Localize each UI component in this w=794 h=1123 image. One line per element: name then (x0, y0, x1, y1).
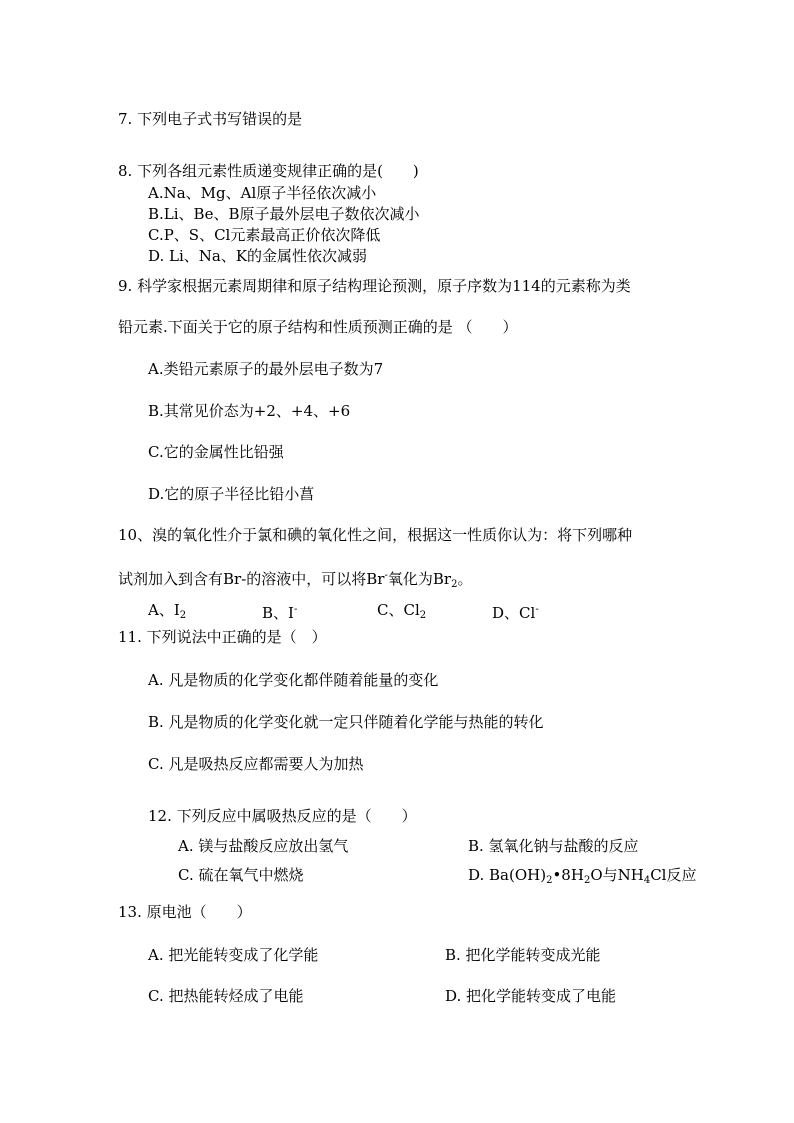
q8-option-c: C.P、S、Cl元素最高正价依次降低 (148, 226, 381, 244)
q8-option-a: A.Na、Mg、Al原子半径依次减小 (148, 184, 377, 202)
q8-option-d: D. Li、Na、K的金属性依次减弱 (148, 247, 368, 265)
q12-option-c: C. 硫在氧气中燃烧 (178, 866, 304, 884)
q10-stem-line1: 10、溴的氧化性介于氯和碘的氧化性之间，根据这一性质你认为：将下列哪种 (118, 526, 633, 544)
q13-option-b: B. 把化学能转变成光能 (445, 946, 601, 964)
q12-option-a: A. 镁与盐酸反应放出氢气 (178, 837, 349, 855)
q9-option-d: D.它的原子半径比铅小菖 (148, 485, 315, 503)
q13-stem: 13. 原电池（ ） (118, 903, 252, 921)
q10-option-a: A、$I_2$ (148, 601, 187, 621)
q10-stem-line2: 试剂加入到含有Br-的溶液中，可以将Br-氧化为$Br_2$。 (118, 570, 473, 590)
q11-option-a: A. 凡是物质的化学变化都伴随着能量的变化 (148, 671, 439, 689)
q9-stem-line2: 铅元素.下面关于它的原子结构和性质预测正确的是 （ ） (118, 318, 518, 336)
q9-stem-line1: 9. 科学家根据元素周期律和原子结构理论预测，原子序数为114的元素称为类 (118, 277, 631, 295)
q9-option-b: B.其常见价态为+2、+4、+6 (148, 402, 351, 420)
q13-option-a: A. 把光能转变成了化学能 (148, 946, 319, 964)
q12-option-d: D. $Ba(OH)_2•8H_2O$与$NH_4Cl$反应 (468, 866, 697, 886)
q13-option-c: C. 把热能转烃成了电能 (148, 987, 304, 1005)
q8-stem: 8. 下列各组元素性质递变规律正确的是( ) (118, 162, 419, 180)
q10-option-b: B、I- (262, 604, 298, 622)
q12-option-b: B. 氢氧化钠与盐酸的反应 (468, 837, 639, 855)
q9-option-a: A.类铅元素原子的最外层电子数为7 (148, 360, 384, 378)
q7-stem: 7. 下列电子式书写错误的是 (118, 110, 303, 128)
q10-option-d: D、Cl- (492, 604, 539, 622)
q11-option-c: C. 凡是吸热反应都需要人为加热 (148, 755, 364, 773)
q11-option-b: B. 凡是物质的化学变化就一定只伴随着化学能与热能的转化 (148, 713, 544, 731)
q12-stem: 12. 下列反应中属吸热反应的是（ ） (148, 807, 417, 825)
q9-option-c: C.它的金属性比铅强 (148, 443, 284, 461)
q8-option-b: B.Li、Be、B原子最外层电子数依次减小 (148, 205, 420, 223)
q10-option-c: C、$Cl_2$ (377, 601, 427, 621)
q11-stem: 11. 下列说法中正确的是（ ） (118, 628, 327, 646)
q13-option-d: D. 把化学能转变成了电能 (445, 987, 617, 1005)
